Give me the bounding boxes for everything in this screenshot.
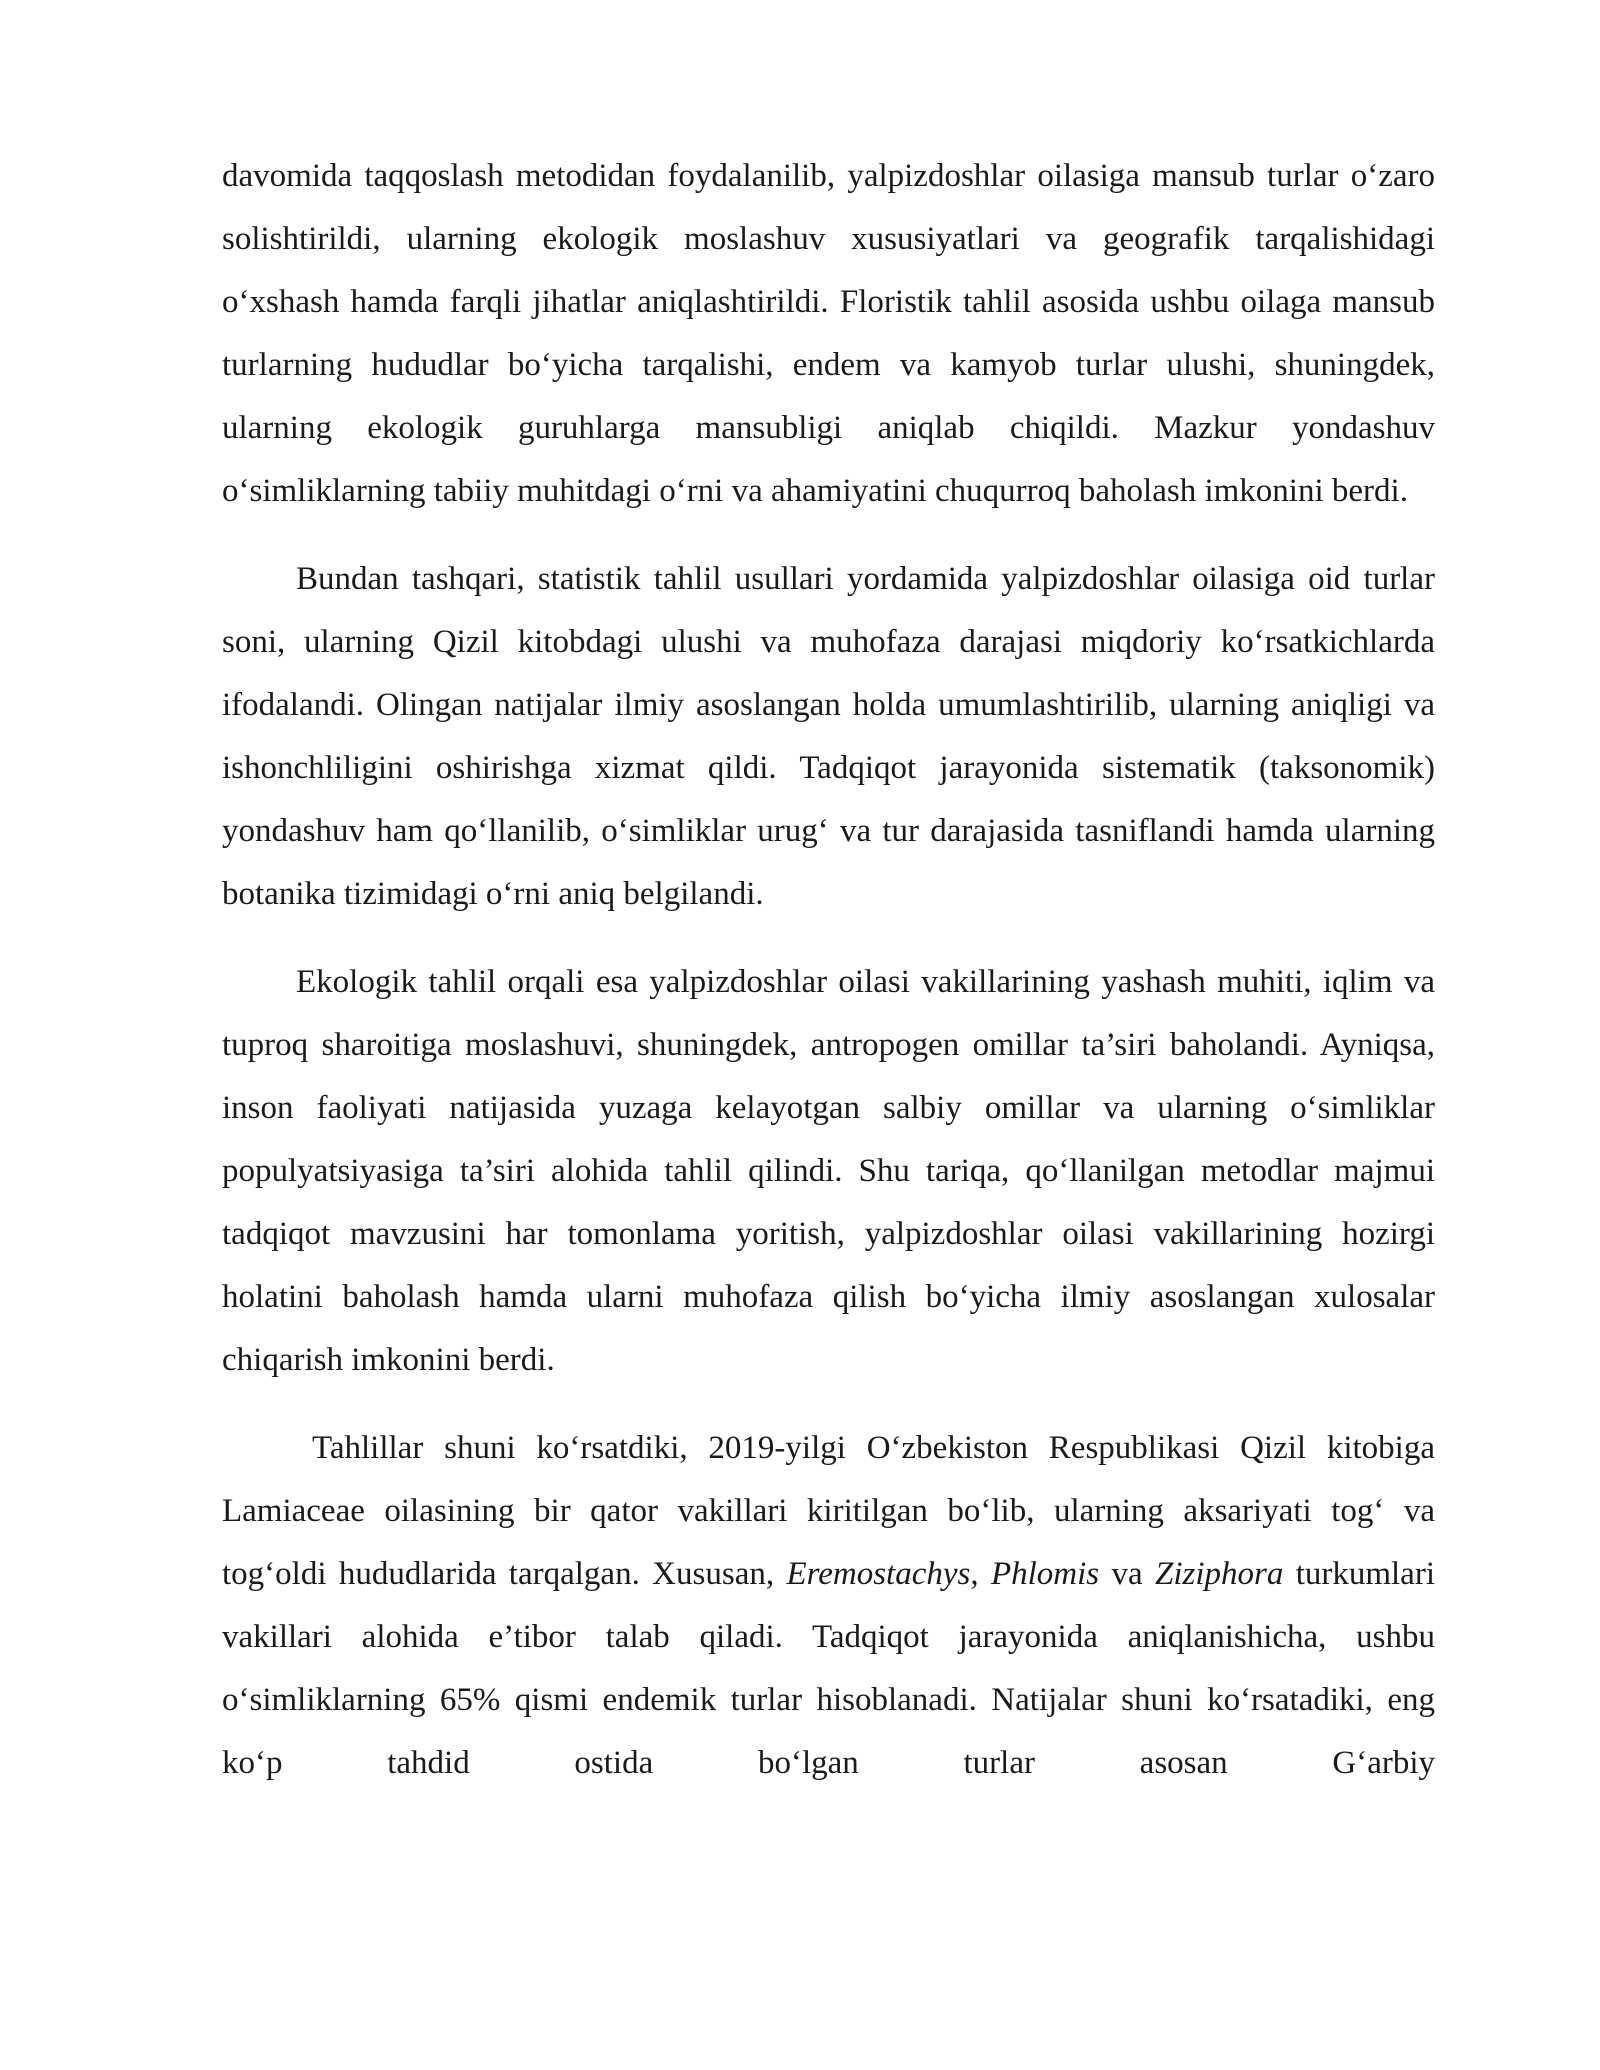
text-segment: turkumlari vakillari alohida e’tibor talab qiladi. Tadqiqot jarayonida aniqlanishicha, ushbu o‘simliklarning 65% qismi endemik turlar hisoblanadi. Natijalar shuni ko‘rsatadiki, eng ko‘p tahdid ostida bo‘lgan turlar asosan G‘arbiy bbox=[222, 1556, 1435, 1781]
paragraph-ecological-analysis: Ekologik tahlil orqali esa yalpizdoshlar oilasi vakillarining yashash muhiti, iqlim va tuproq sharoitiga moslashuvi, shuningdek, antropogen omillar ta’siri baholandi. Ayniqsa, inson faoliyati natijasida yuzaga kelayotgan salbiy omillar va ularning o‘simliklar populyatsiyasiga ta’siri alohida tahlil qilindi. Shu tariqa, qo‘llanilgan metodlar majmui tadqiqot mavzusini har tomonlama yoritish, yalpizdoshlar oilasi vakillarining hozirgi holatini baholash hamda ularni muhofaza qilish bo‘yicha ilmiy asoslangan xulosalar chiqarish imkonini berdi. bbox=[222, 964, 1435, 1378]
paragraph-red-book-analysis bbox=[222, 1417, 1435, 1795]
genus-name-phlomis: Phlomis bbox=[990, 1556, 1100, 1592]
document-body bbox=[222, 145, 1435, 1795]
paragraph-methods-comparison: davomida taqqoslash metodidan foydalanilib, yalpizdoshlar oilasiga mansub turlar o‘zaro solishtirildi, ularning ekologik moslashuv xususiyatlari va geografik tarqalishidagi o‘xshash hamda farqli jihatlar aniqlashtirildi. Floristik tahlil asosida ushbu oilaga mansub turlarning hududlar bo‘yicha tarqalishi, endem va kamyob turlar ulushi, shuningdek, ularning ekologik guruhlarga mansubligi aniqlab chiqildi. Mazkur yondashuv o‘simliklarning tabiiy muhitdagi o‘rni va ahamiyatini chuqurroq baholash imkonini berdi. bbox=[222, 158, 1435, 509]
text-segment: Tahlillar shuni ko‘rsatdiki, 2019-yilgi O‘zbekiston Respublikasi Qizil kitobiga Lamiaceae oilasining bir qator vakillari kiritilgan bo‘lib, ularning aksariyati tog‘ va tog‘oldi hududlarida tarqalgan. Xususan, bbox=[222, 1430, 1435, 1592]
text-segment: , bbox=[970, 1556, 991, 1592]
paragraph-statistical-analysis: Bundan tashqari, statistik tahlil usullari yordamida yalpizdoshlar oilasiga oid turlar soni, ularning Qizil kitobdagi ulushi va muhofaza darajasi miqdoriy ko‘rsatkichlarda ifodalandi. Olingan natijalar ilmiy asoslangan holda umumlashtirilib, ularning aniqligi va ishonchliligini oshirishga xizmat qildi. Tadqiqot jarayonida sistematik (taksonomik) yondashuv ham qo‘llanilib, o‘simliklar urug‘ va tur darajasida tasniflandi hamda ularning botanika tizimidagi o‘rni aniq belgilandi. bbox=[222, 561, 1435, 912]
genus-name-eremostachys: Eremostachys bbox=[786, 1556, 971, 1592]
text-segment: va bbox=[1099, 1556, 1155, 1592]
genus-name-ziziphora: Ziziphora bbox=[1154, 1556, 1284, 1592]
